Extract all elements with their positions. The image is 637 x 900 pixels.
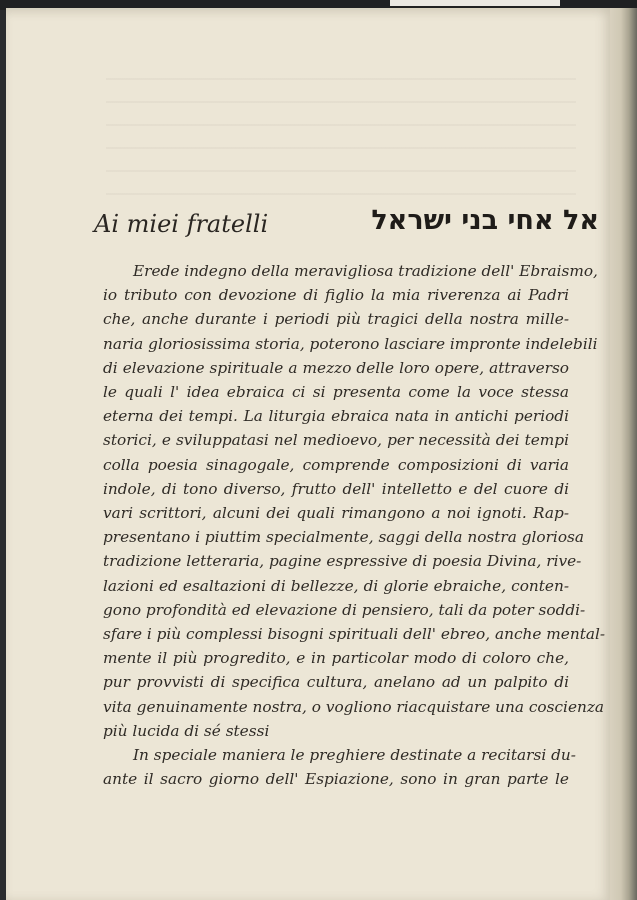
text-line: ante il sacro giorno dell' Espiazione, sono in gran parte le xyxy=(103,770,569,789)
text-line: vari scrittori, alcuni dei quali rimangono a noi ignoti. Rap- xyxy=(103,504,569,523)
text-line: sfare i più complessi bisogni spirituali dell' ebreo, anche mental- xyxy=(103,625,606,644)
text-line: tradizione letteraria, pagine espressive di poesia Divina, rive- xyxy=(103,552,582,571)
text-line: mente il più progredito, e in particolar modo di coloro che, xyxy=(103,649,569,668)
text-line: presentano i piuttim specialmente, saggi della nostra gloriosa xyxy=(103,528,585,547)
text-line: più lucida di sé stessi xyxy=(103,721,270,740)
show-through-text xyxy=(106,78,576,198)
text-line: Erede indegno della meravigliosa tradizione dell' Ebraismo, xyxy=(133,262,598,280)
body-text xyxy=(103,259,606,791)
text-line: storici, e sviluppatasi nel medioevo, per necessità dei tempi xyxy=(103,431,569,450)
text-line: lazioni ed esaltazioni di bellezze, di glorie ebraiche, conten- xyxy=(103,576,569,595)
text-line: le quali l' idea ebraica ci si presenta come la voce stessa xyxy=(103,383,569,402)
text-line: vita genuinamente nostra, o vogliono riacquistare una coscienza xyxy=(103,697,605,716)
heading-hebrew: אל אחי בני ישראל xyxy=(371,205,599,236)
text-line: pur provvisti di specifica cultura, anelano ad un palpito di xyxy=(103,673,569,692)
text-line: gono profondità ed elevazione di pensiero, tali da poter soddi- xyxy=(103,600,586,619)
paper-tab xyxy=(390,0,560,6)
heading-italian: Ai miei fratelli xyxy=(94,210,269,238)
text-line: eterna dei tempi. La liturgia ebraica nata in antichi periodi xyxy=(103,407,569,426)
text-line: indole, di tono diverso, frutto dell' intelletto e del cuore di xyxy=(103,479,569,498)
page-edge xyxy=(610,8,637,900)
text-line: di elevazione spirituale a mezzo delle loro opere, attraverso xyxy=(103,358,569,377)
text-line: colla poesia sinagogale, comprende composizioni di varia xyxy=(103,455,569,474)
text-line: naria gloriosissima storia, poterono lasciare impronte indelebili xyxy=(103,334,598,353)
text-line: io tributo con devozione di figlio la mia riverenza ai Padri xyxy=(103,286,569,305)
text-line: che, anche durante i periodi più tragici della nostra mille- xyxy=(103,310,569,329)
text-line: In speciale maniera le preghiere destinate a recitarsi du- xyxy=(133,746,576,765)
